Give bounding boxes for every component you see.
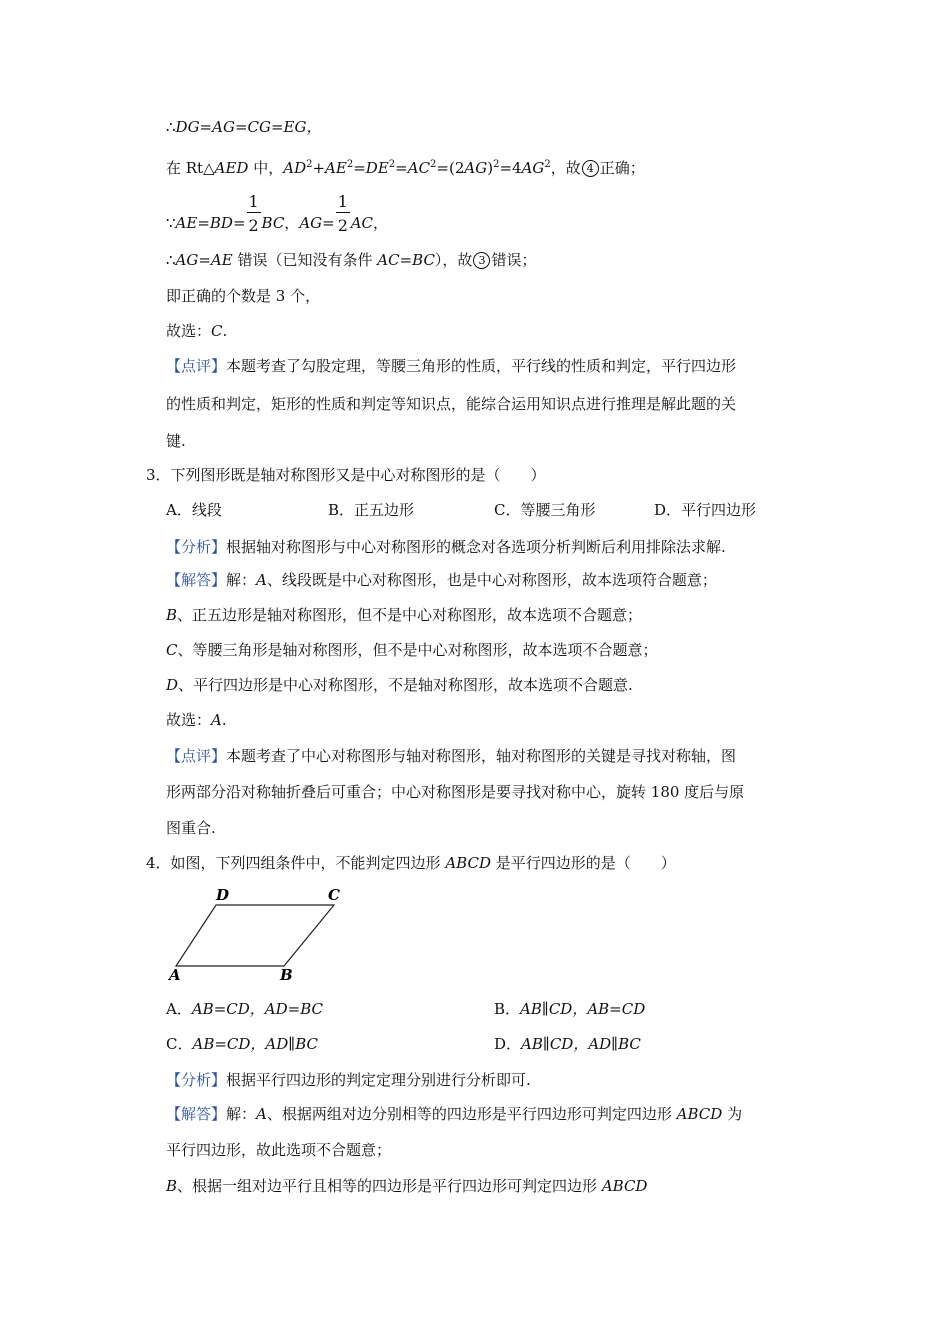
analysis-line: 【分析】根据轴对称图形与中心对称图形的概念对各选项分析判断后利用排除法求解. bbox=[166, 538, 726, 556]
text-line: 形两部分沿对称轴折叠后可重合；中心对称图形是要寻找对称中心，旋转 180 度后与原 bbox=[166, 783, 745, 801]
comment-paragraph: 【点评】本题考查了勾股定理，等腰三角形的性质，平行线的性质和判定，平行四边形 bbox=[166, 357, 737, 375]
text-line: 平行四边形，故此选项不合题意； bbox=[166, 1141, 392, 1159]
question-stem: 3．下列图形既是轴对称图形又是中心对称图形的是（ ） bbox=[146, 466, 546, 484]
option-b: B．AB∥CD，AB=CD bbox=[494, 1000, 646, 1018]
answer-line: 故选：A. bbox=[166, 711, 227, 729]
fraction: $\frac{1}{2}$ bbox=[337, 192, 348, 235]
comment-tag: 【点评】 bbox=[166, 747, 227, 765]
answer-line: 故选：C. bbox=[166, 322, 228, 340]
equation: DG=AG=CG=EG， bbox=[175, 118, 322, 136]
solution-line: B、根据一组对边平行且相等的四边形是平行四边形可判定四边形 ABCD bbox=[166, 1177, 648, 1195]
solution-line: 【解答】解：A、根据两组对边分别相等的四边形是平行四边形可判定四边形 ABCD 为 bbox=[166, 1105, 743, 1123]
text-line bbox=[166, 117, 321, 137]
option-c: C．AB=CD，AD∥BC bbox=[166, 1035, 318, 1053]
solution-line: D、平行四边形是中心对称图形，不是轴对称图形，故本选项不合题意. bbox=[166, 676, 633, 694]
solution-line: 【解答】解：A、线段既是中心对称图形，也是中心对称图形，故本选项符合题意； bbox=[166, 571, 717, 589]
solution-tag: 【解答】 bbox=[166, 1105, 227, 1123]
option-b: B．正五边形 bbox=[328, 501, 415, 519]
therefore-symbol: ∴ bbox=[166, 118, 176, 136]
question-stem: 4．如图，下列四组条件中，不能判定四边形 ABCD 是平行四边形的是（ ） bbox=[146, 854, 676, 872]
solution-line: C、等腰三角形是轴对称图形，但不是中心对称图形，故本选项不合题意； bbox=[166, 641, 658, 659]
fraction: $\frac{1}{2}$ bbox=[248, 192, 259, 235]
vertex-label-a: A bbox=[169, 966, 181, 984]
vertex-label-c: C bbox=[328, 886, 340, 904]
option-a: A．AB=CD，AD=BC bbox=[166, 1000, 323, 1018]
text-line: 即正确的个数是 3 个， bbox=[166, 287, 321, 305]
circled-number: 3 bbox=[473, 252, 490, 269]
option-c: C．等腰三角形 bbox=[494, 501, 596, 519]
vertex-label-d: D bbox=[216, 886, 230, 904]
solution-line: B、正五边形是轴对称图形，但不是中心对称图形，故本选项不合题意； bbox=[166, 606, 643, 624]
text-line: ∴AG=AE 错误（已知没有条件 AC=BC），故 3 错误； bbox=[166, 251, 537, 269]
vertex-label-b: B bbox=[280, 966, 293, 984]
option-d: D．平行四边形 bbox=[654, 501, 757, 519]
text-line: 的性质和判定，矩形的性质和判定等知识点，能综合运用知识点进行推理是解此题的关 bbox=[166, 395, 737, 413]
analysis-tag: 【分析】 bbox=[166, 1071, 227, 1089]
comment-tag: 【点评】 bbox=[166, 357, 227, 375]
parallelogram-shape bbox=[176, 905, 334, 966]
because-symbol: ∵ bbox=[166, 214, 176, 232]
circled-number: 4 bbox=[582, 160, 599, 177]
text-line: ∵AE=BD= $\frac{1}{2}$ BC，AG= $\frac{1}{2}$ AC， bbox=[166, 192, 389, 235]
text-line: 图重合. bbox=[166, 819, 216, 837]
parallelogram-figure bbox=[166, 884, 346, 984]
solution-tag: 【解答】 bbox=[166, 571, 227, 589]
analysis-tag: 【分析】 bbox=[166, 538, 227, 556]
option-a: A．线段 bbox=[166, 501, 222, 519]
text-line: 键. bbox=[166, 432, 186, 450]
option-d: D．AB∥CD，AD∥BC bbox=[494, 1035, 641, 1053]
analysis-line: 【分析】根据平行四边形的判定定理分别进行分析即可. bbox=[166, 1071, 531, 1089]
text-line: 在 Rt△AED 中，$AD^2+AE^2=DE^2=AC^2=(2AG)^2=4AG^2$，故 4 正确； bbox=[166, 159, 645, 177]
comment-paragraph: 【点评】本题考查了中心对称图形与轴对称图形，轴对称图形的关键是寻找对称轴，图 bbox=[166, 747, 737, 765]
